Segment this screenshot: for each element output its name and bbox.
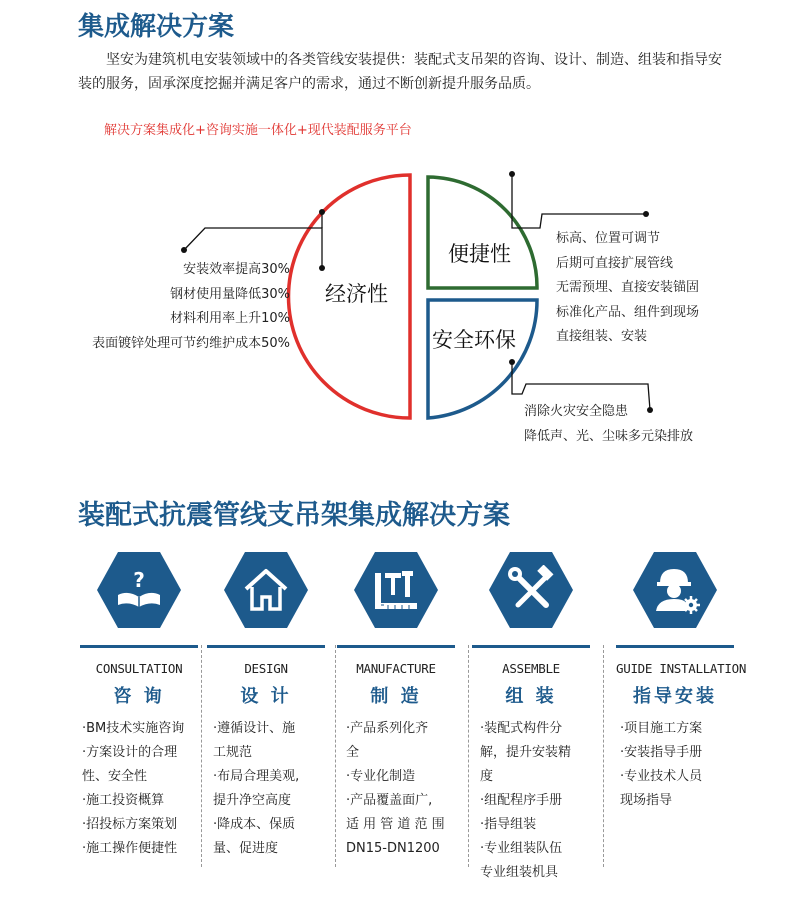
list-item: ·专业技术人员: [620, 769, 703, 784]
list-item: 安装效率提高30%: [183, 262, 290, 277]
list-item: 适 用 管 道 范 围: [346, 817, 445, 832]
svg-text:?: ?: [133, 568, 145, 592]
slogan: 解决方案集成化+咨询实施一体化+现代装配服务平台: [104, 123, 412, 138]
card-en-title: MANUFACTURE: [356, 661, 436, 676]
service-card-guide: [616, 552, 747, 708]
list-item: 现场指导: [620, 793, 673, 808]
list-item: 度: [480, 769, 494, 784]
section-title: 装配式抗震管线支吊架集成解决方案: [78, 500, 510, 531]
card-items-assemble: [480, 717, 571, 885]
list-item: 消除火灾安全隐患: [524, 404, 629, 419]
safety-label: 安全环保: [432, 328, 516, 352]
card-en-title: ASSEMBLE: [502, 661, 560, 676]
list-item: 材料利用率上升10%: [170, 311, 290, 326]
list-item: ·方案设计的合理: [82, 745, 178, 760]
list-item: ·施工投资概算: [82, 793, 165, 808]
card-cn-title: 设 计: [240, 686, 292, 707]
convenience-points: [556, 227, 699, 350]
intro-paragraph: 坚安为建筑机电安装领域中的各类管线安装提供：装配式支吊架的咨询、设计、制造、组装和指导安装的服务，固承深度挖掘并满足客户的需求，通过不断创新提升服务品质。: [78, 52, 722, 92]
wrench-hammer-icon: [506, 565, 556, 615]
economy-label: 经济性: [325, 282, 388, 306]
list-item: 工规范: [213, 745, 253, 760]
economy-points: [92, 258, 290, 356]
safety-points: [524, 400, 693, 449]
list-item: ·安装指导手册: [620, 745, 703, 760]
convenience-callout-line: [512, 174, 646, 228]
list-item: 降低声、光、尘味多元染排放: [524, 428, 694, 444]
list-item: ·指导组装: [480, 817, 537, 832]
card-en-title: GUIDE INSTALLATION: [616, 661, 747, 676]
convenience-label: 便捷性: [448, 242, 511, 266]
list-item: 量、促进度: [213, 841, 279, 856]
list-item: DN15-DN1200: [346, 841, 440, 856]
list-item: 性、安全性: [82, 769, 148, 784]
divider: [468, 645, 469, 867]
list-item: ·降成本、保质: [213, 817, 296, 832]
list-item: ·装配式构件分: [480, 721, 563, 736]
engineer-gear-icon: [650, 565, 700, 615]
list-item: ·产品覆盖面广,: [346, 793, 433, 808]
list-item: 标高、位置可调节: [556, 231, 661, 246]
divider: [603, 645, 604, 867]
safety-arc: [428, 300, 537, 418]
list-item: 专业组装机具: [480, 865, 559, 880]
list-item: 无需预埋、直接安装锚固: [556, 280, 700, 295]
card-items-manufacture: [346, 717, 445, 861]
list-item: 后期可直接扩展管线: [556, 255, 674, 271]
card-cn-title: 制 造: [370, 686, 422, 707]
tools-ruler-icon: [371, 565, 421, 615]
card-en-title: DESIGN: [244, 661, 288, 676]
divider: [335, 645, 336, 867]
service-card-consultation: [80, 552, 198, 708]
card-items-consultation: [82, 717, 184, 861]
divider: [201, 645, 202, 867]
list-item: ·专业化制造: [346, 769, 416, 784]
card-items-design: [213, 717, 299, 861]
page-title: 集成解决方案: [78, 12, 235, 42]
list-item: 直接组装、安装: [556, 329, 648, 344]
list-item: 提升净空高度: [213, 793, 292, 808]
service-card-manufacture: [337, 552, 455, 708]
list-item: 表面镀锌处理可节约维护成本50%: [92, 335, 290, 351]
list-item: 钢材使用量降低30%: [170, 286, 290, 302]
service-card-assemble: [472, 552, 590, 708]
card-cn-title: 组 装: [505, 686, 557, 707]
list-item: ·施工操作便捷性: [82, 841, 178, 856]
list-item: ·项目施工方案: [620, 721, 703, 736]
list-item: 全: [346, 745, 360, 760]
list-item: ·专业组装队伍: [480, 841, 563, 856]
card-en-title: CONSULTATION: [95, 661, 183, 676]
list-item: ·组配程序手册: [480, 793, 563, 808]
list-item: 解，提升安装精: [480, 745, 572, 760]
list-item: ·BM技术实施咨询: [82, 721, 185, 736]
service-card-design: [207, 552, 325, 708]
house-icon: [241, 565, 291, 615]
list-item: 标准化产品、组件到现场: [556, 304, 700, 320]
card-items-guide: [620, 717, 702, 813]
convenience-arc: [428, 177, 537, 288]
card-cn-title: 咨 询: [113, 686, 165, 707]
list-item: ·产品系列化齐: [346, 721, 429, 736]
list-item: ·招投标方案策划: [82, 817, 178, 832]
list-item: ·布局合理美观,: [213, 769, 300, 784]
card-cn-title: 指导安装: [633, 686, 717, 707]
list-item: ·遵循设计、施: [213, 721, 296, 736]
book-question-icon: [114, 565, 164, 615]
